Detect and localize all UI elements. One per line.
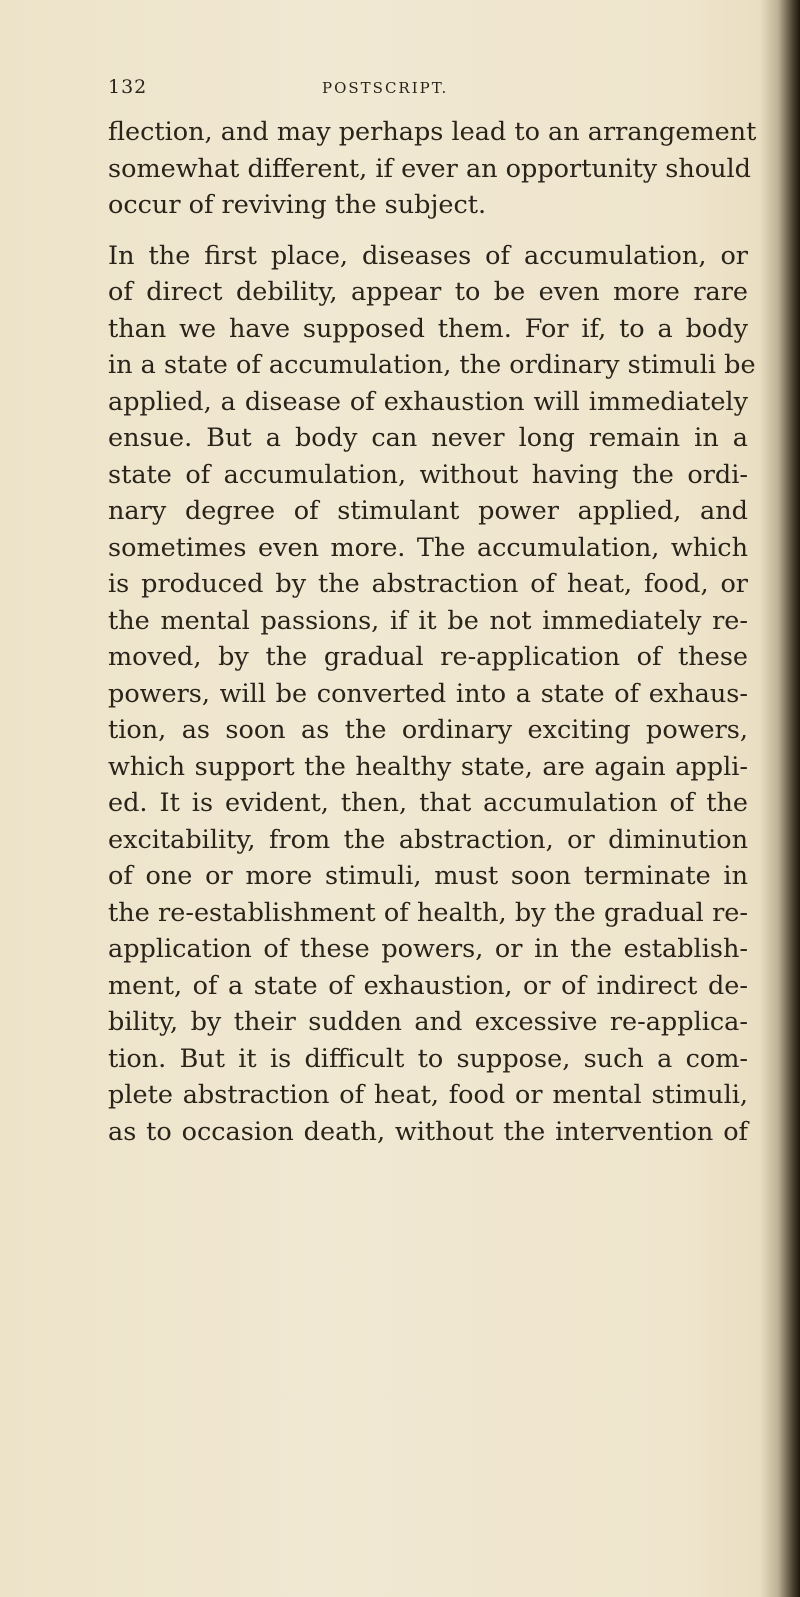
text-line: as to occasion death, without the intervention of (108, 1116, 748, 1147)
text-line: excitability, from the abstraction, or diminution (108, 824, 748, 855)
text-line: occur of reviving the subject. (108, 190, 487, 220)
text-line: state of accumulation, without having the ordi- (108, 459, 748, 490)
text-line: moved, by the gradual re-application of these (108, 642, 748, 672)
text-line: application of these powers, or in the establish- (108, 934, 748, 964)
text-line: the mental passions, if it be not immediately re- (108, 605, 748, 636)
text-line: of one or more stimuli, must soon terminate in (108, 861, 748, 891)
text-line: ment, of a state of exhaustion, or of indirect de- (108, 970, 748, 1001)
binding-gutter (760, 0, 800, 1597)
text-line: sometimes even more. The accumulation, which (108, 532, 748, 563)
body-text (108, 114, 757, 1150)
text-line: ed. It is evident, then, that accumulation of the (108, 788, 748, 818)
text-line: nary degree of stimulant power applied, and (108, 496, 748, 526)
text-line: tion, as soon as the ordinary exciting powers, (108, 715, 748, 745)
text-line: bility, by their sudden and excessive re-applica- (108, 1007, 748, 1037)
text-line: ensue. But a body can never long remain in a (108, 423, 748, 453)
text-line: in a state of accumulation, the ordinary stimuli be (108, 350, 756, 380)
text-line: In the first place, diseases of accumulation, or (108, 240, 748, 271)
page-number: 132 (108, 76, 148, 98)
text-line: applied, a disease of exhaustion will immediately (108, 386, 748, 417)
text-line: is produced by the abstraction of heat, food, or (108, 569, 748, 599)
text-line: tion. But it is difficult to suppose, such a com- (108, 1043, 748, 1074)
text-line: the re-establishment of health, by the gradual re- (108, 897, 748, 928)
text-line: flection, and may perhaps lead to an arrangement (108, 117, 757, 147)
text-line: plete abstraction of heat, food or mental stimuli, (108, 1080, 748, 1110)
running-head: POSTSCRIPT. (322, 79, 449, 97)
text-line: powers, will be converted into a state of exhaus- (108, 678, 748, 709)
text-line: which support the healthy state, are again appli- (108, 751, 748, 782)
page-header (108, 76, 668, 116)
text-line: of direct debility, appear to be even more rare (108, 277, 748, 307)
text-line: than we have supposed them. For if, to a body (108, 313, 748, 344)
text-line: somewhat different, if ever an opportunity should (108, 153, 751, 184)
